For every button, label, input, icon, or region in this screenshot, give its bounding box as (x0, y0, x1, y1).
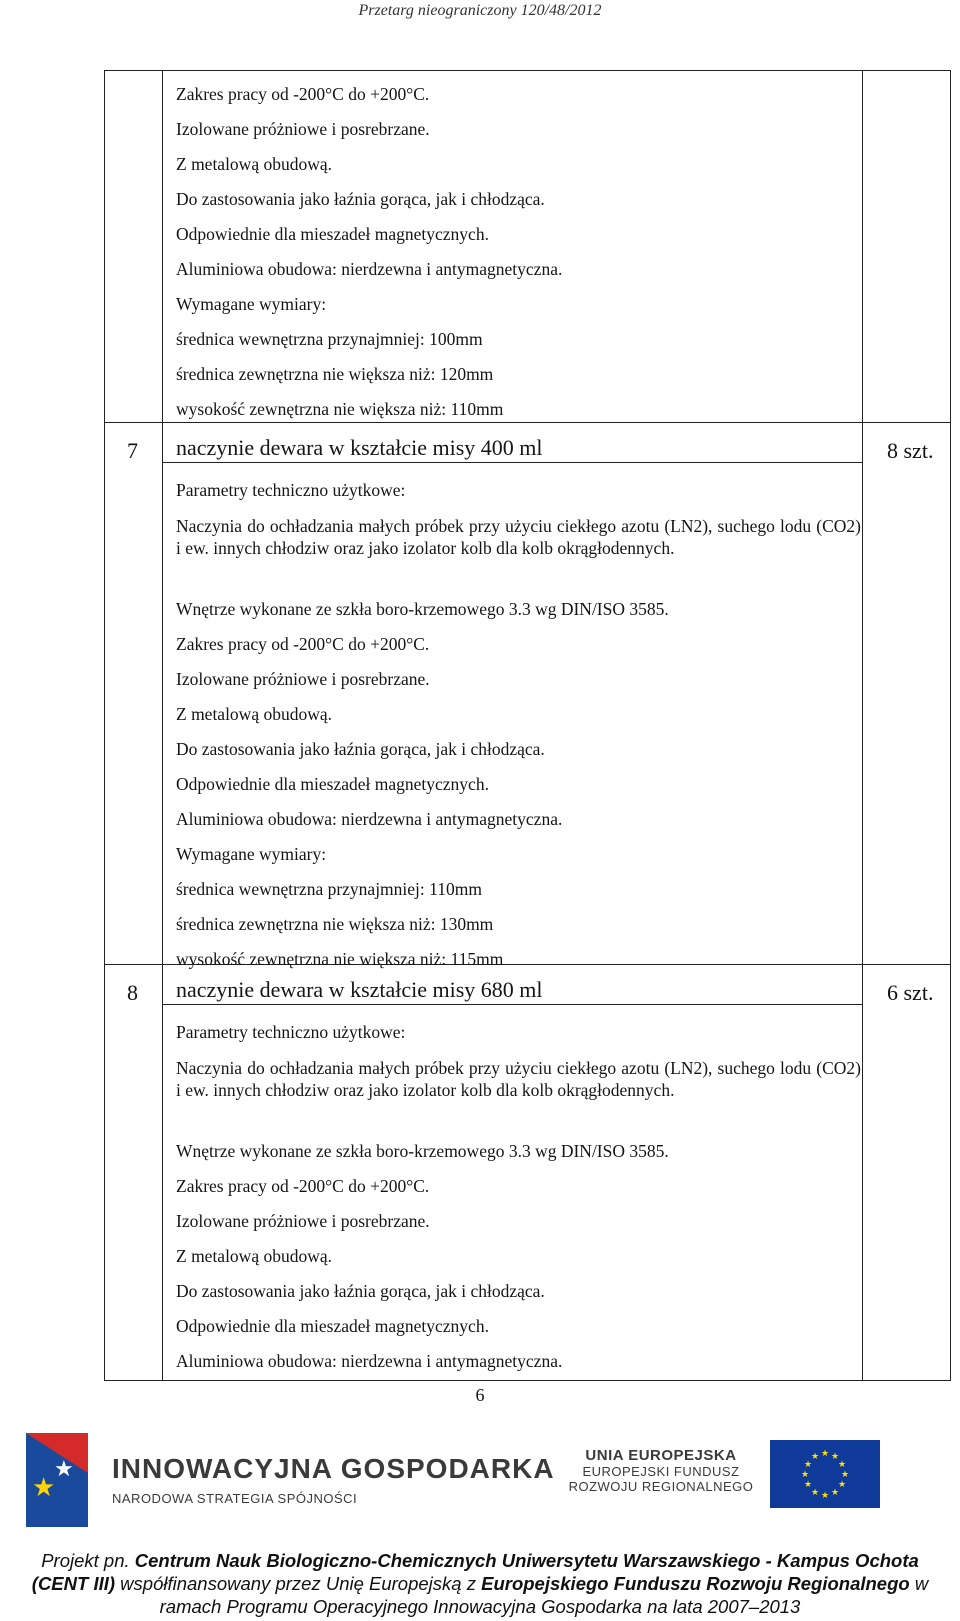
item-title: naczynie dewara w kształcie misy 400 ml (176, 435, 543, 460)
spec-line: Odpowiednie dla mieszadeł magnetycznych. (176, 224, 489, 244)
item-title: naczynie dewara w kształcie misy 680 ml (176, 977, 543, 1002)
spec-line: Do zastosowania jako łaźnia gorąca, jak i chłodząca. (176, 739, 545, 759)
spec-line: wysokość zewnętrzna nie większa niż: 110mm (176, 399, 504, 419)
item-quantity: 6 szt. (887, 980, 934, 1005)
spec-line: Odpowiednie dla mieszadeł magnetycznych. (176, 774, 489, 794)
spec-line: Zakres pracy od -200°C do +200°C. (176, 634, 430, 654)
footer-project-name: Centrum Nauk Biologiczno-Chemicznych Uniwersytetu Warszawskiego - Kampus Ochota (CENT III) (31, 1550, 919, 1594)
spec-line: Aluminiowa obudowa: nierdzewna i antymagnetyczna. (176, 259, 563, 279)
footer-middle: współfinansowany przez Unię Europejską z (115, 1573, 482, 1594)
params-label: Parametry techniczno użytkowe: (176, 480, 406, 500)
footer-fund-name: Europejskiego Funduszu Rozwoju Regionalnego (481, 1573, 910, 1594)
document-header: Przetarg nieograniczony 120/48/2012 (358, 2, 602, 19)
eu-fund-logo-text (566, 1447, 756, 1494)
eu-line-3: ROZWOJU REGIONALNEGO (568, 1479, 754, 1494)
spec-line: Wymagane wymiary: (176, 294, 327, 314)
project-footer (20, 1549, 940, 1618)
table-border-right (950, 70, 951, 1380)
spec-line: średnica zewnętrzna nie większa niż: 130mm (176, 914, 494, 934)
table-divider-qty (862, 70, 863, 1380)
footer-prefix: Projekt pn. (41, 1550, 135, 1571)
params-label: Parametry techniczno użytkowe: (176, 1022, 406, 1042)
item-quantity: 8 szt. (887, 438, 934, 463)
spec-line: Aluminiowa obudowa: nierdzewna i antymagnetyczna. (176, 1351, 563, 1371)
spec-line: Zakres pracy od -200°C do +200°C. (176, 84, 430, 104)
footer-logos (0, 1425, 960, 1525)
spec-line: Wnętrze wykonane ze szkła boro-krzemowego 3.3 wg DIN/ISO 3585. (176, 599, 669, 619)
table-border-top (104, 70, 951, 71)
eu-flag-icon: ★ ★ ★ ★ ★ ★ ★ ★ ★ ★ ★ ★ (770, 1440, 880, 1508)
spec-line: Wnętrze wykonane ze szkła boro-krzemowego 3.3 wg DIN/ISO 3585. (176, 1141, 669, 1161)
footer-suffix: w ramach Programu Operacyjnego Innowacyjna Gospodarka na lata 2007–2013 (159, 1573, 929, 1617)
spec-line: średnica wewnętrzna przynajmniej: 100mm (176, 329, 483, 349)
item-description: Naczynia do ochładzania małych próbek przy użyciu ciekłego azotu (LN2), suchego lodu (CO2) i ew. innych chłodziw oraz jako izolator kolb dla kolb okrągłodennych. (176, 516, 861, 558)
spec-line: Z metalową obudową. (176, 154, 332, 174)
spec-line: Wymagane wymiary: (176, 844, 327, 864)
spec-line: Z metalową obudową. (176, 704, 332, 724)
innovative-economy-flag-icon: ★ ★ (26, 1433, 88, 1527)
eu-line-1: UNIA EUROPEJSKA (585, 1447, 737, 1464)
spec-line: Izolowane próżniowe i posrebrzane. (176, 1211, 430, 1231)
spec-line: Do zastosowania jako łaźnia gorąca, jak i chłodząca. (176, 1281, 545, 1301)
innovative-economy-logo-title: INNOWACYJNA GOSPODARKA (112, 1453, 555, 1484)
spec-line: średnica zewnętrzna nie większa niż: 120mm (176, 364, 494, 384)
title-underline-8 (162, 1004, 862, 1005)
page-number: 6 (475, 1385, 485, 1405)
spec-line: średnica wewnętrzna przynajmniej: 110mm (176, 879, 482, 899)
item-number: 7 (127, 438, 138, 463)
spec-line: Zakres pracy od -200°C do +200°C. (176, 1176, 430, 1196)
table-border-left (104, 70, 105, 1380)
spec-line: Izolowane próżniowe i posrebrzane. (176, 669, 430, 689)
spec-line: Z metalową obudową. (176, 1246, 332, 1266)
spec-line: Odpowiednie dla mieszadeł magnetycznych. (176, 1316, 489, 1336)
innovative-economy-logo-subtitle: NARODOWA STRATEGIA SPÓJNOŚCI (112, 1491, 358, 1506)
title-underline-7 (162, 462, 862, 463)
spec-line: Izolowane próżniowe i posrebrzane. (176, 119, 430, 139)
table-divider-num (162, 70, 163, 1380)
row-separator-7 (104, 422, 951, 423)
table-border-bottom (104, 1380, 951, 1381)
spec-line: Aluminiowa obudowa: nierdzewna i antymagnetyczna. (176, 809, 563, 829)
spec-line: wysokość zewnętrzna nie większa niż: 115mm (176, 949, 504, 969)
spec-line: Do zastosowania jako łaźnia gorąca, jak i chłodząca. (176, 189, 545, 209)
item-number: 8 (127, 980, 138, 1005)
eu-line-2: EUROPEJSKI FUNDUSZ (582, 1464, 740, 1479)
item-description: Naczynia do ochładzania małych próbek przy użyciu ciekłego azotu (LN2), suchego lodu (CO2) i ew. innych chłodziw oraz jako izolator kolb dla kolb okrągłodennych. (176, 1058, 861, 1100)
